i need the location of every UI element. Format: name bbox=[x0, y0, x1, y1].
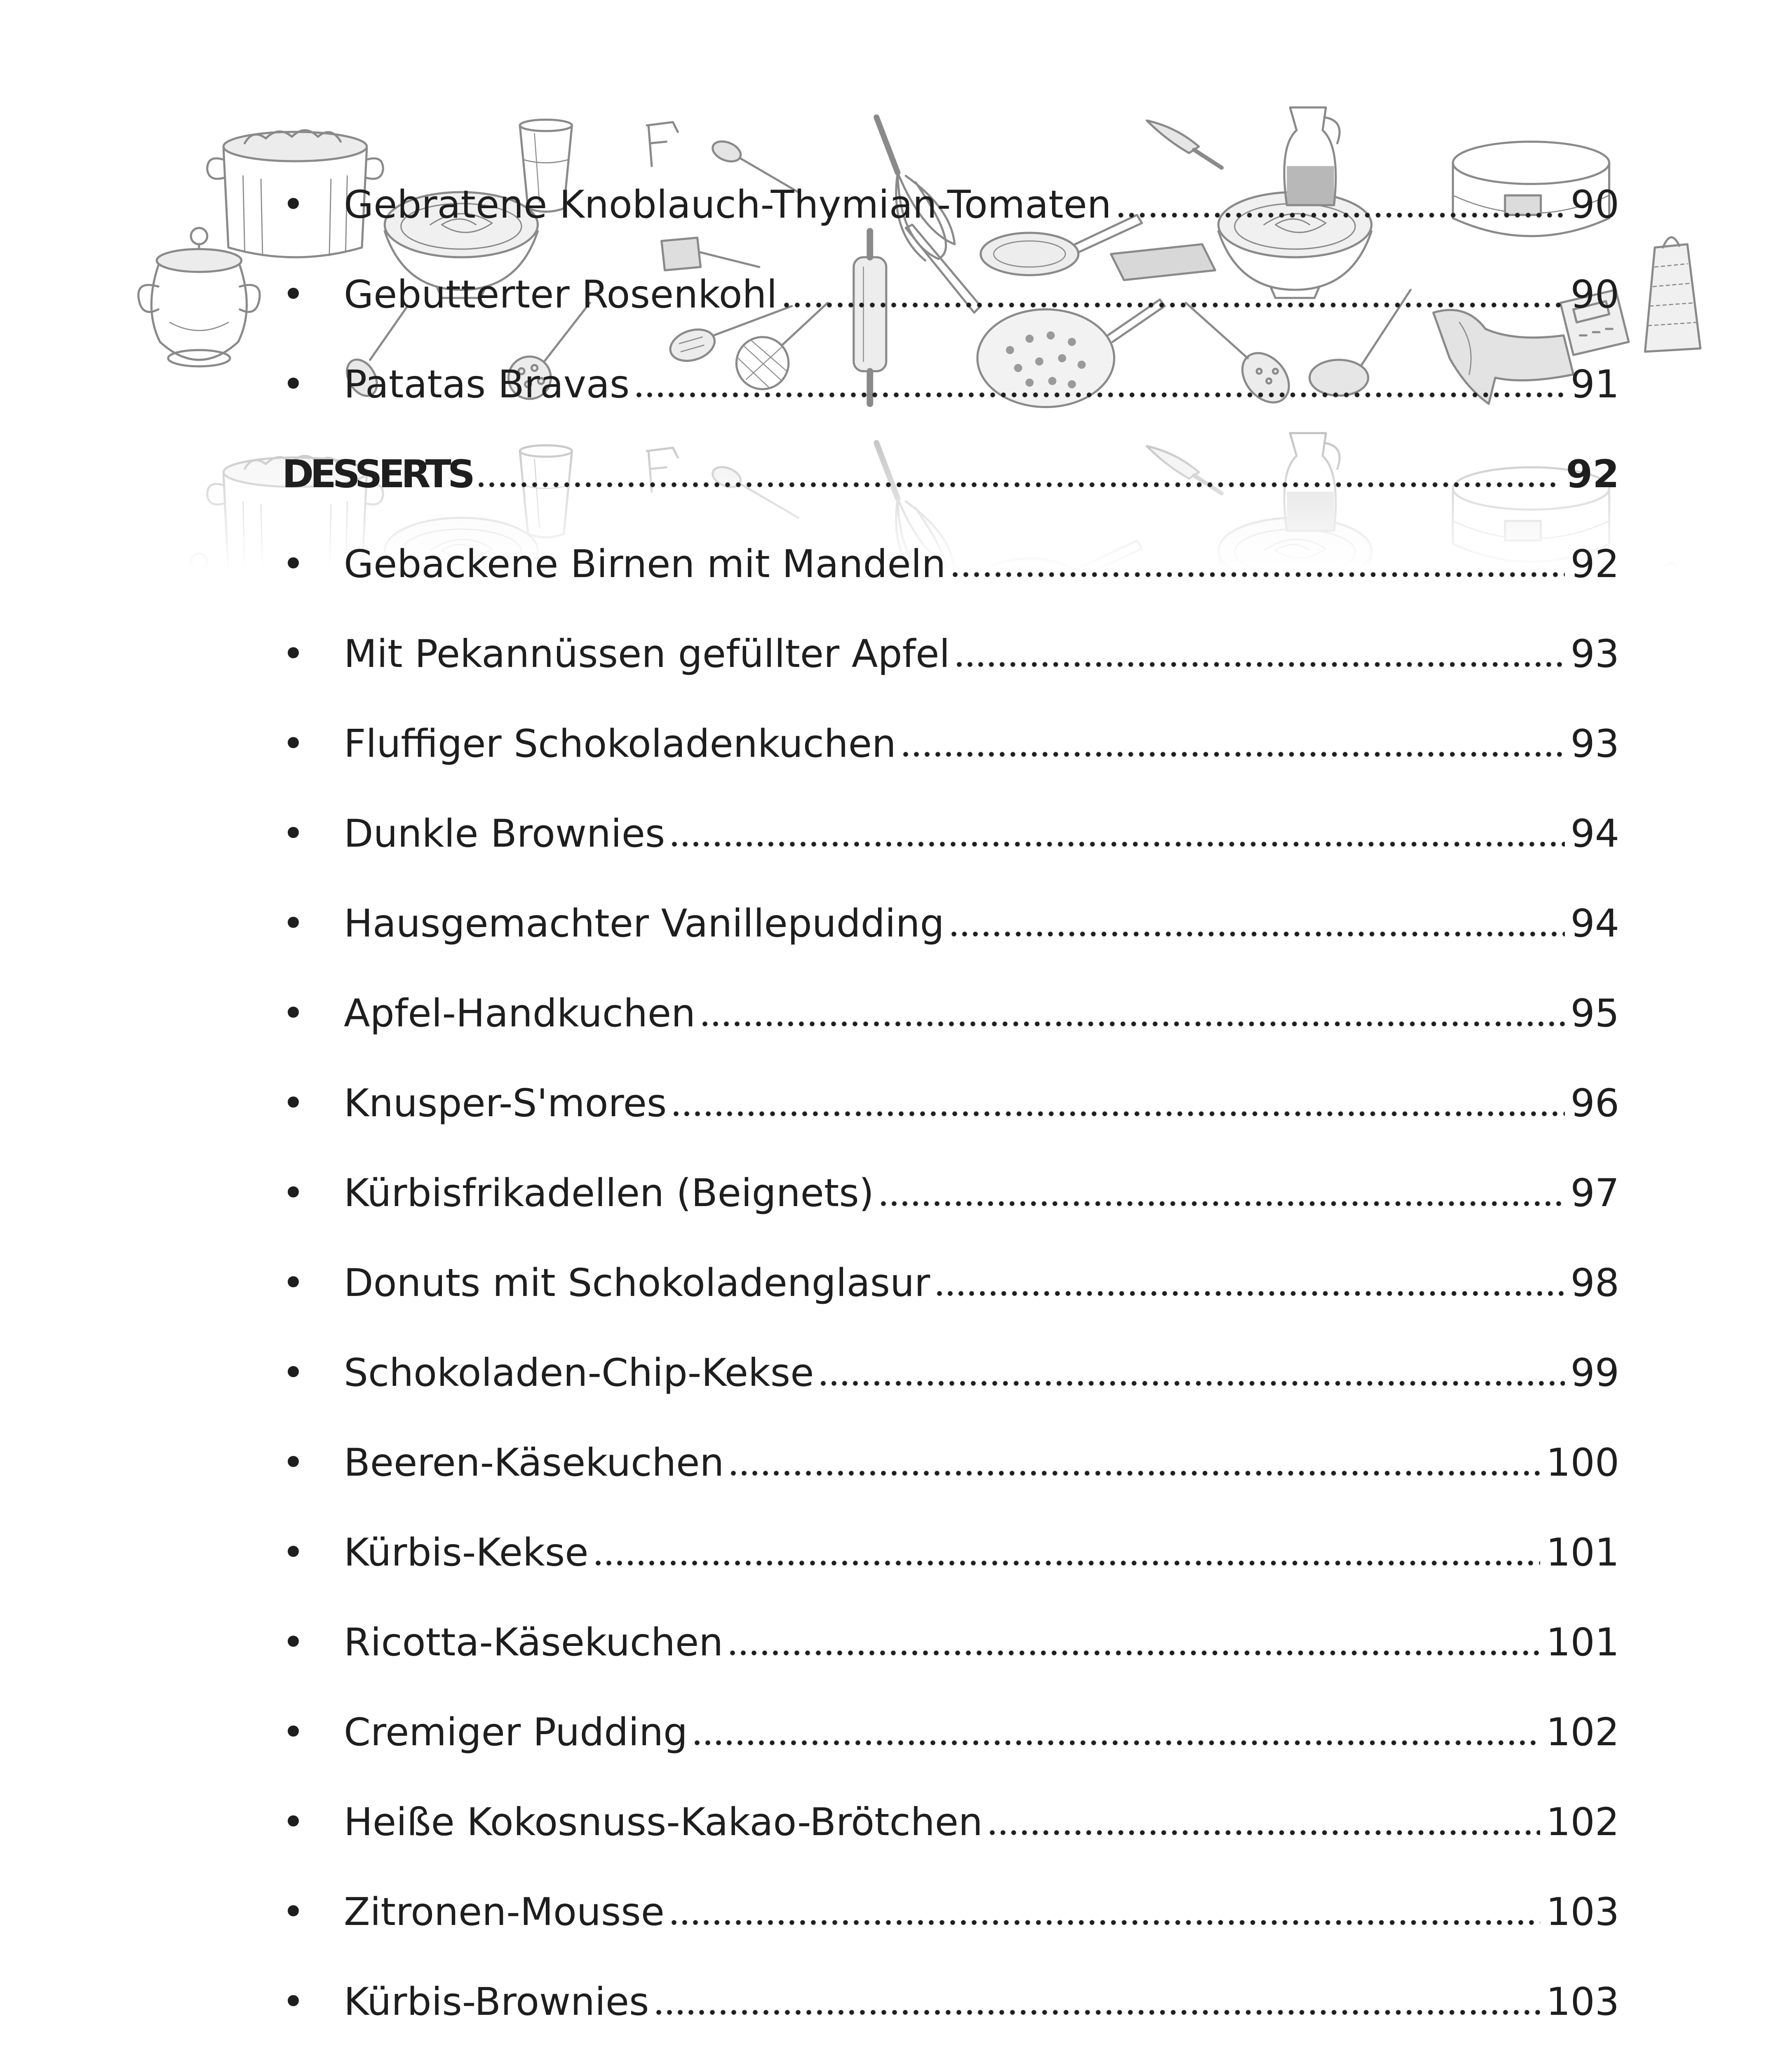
toc-entry-title: Dunkle Brownies bbox=[344, 811, 665, 856]
toc-entry-title: Ricotta-Käsekuchen bbox=[344, 1620, 723, 1664]
toc-entry bbox=[282, 1687, 1619, 1777]
toc-entry-title: Kürbis-Kekse bbox=[344, 1530, 589, 1575]
list-bullet-icon: • bbox=[282, 1261, 305, 1305]
toc-entry-title: Patatas Bravas bbox=[344, 362, 630, 406]
dot-leader bbox=[954, 609, 1564, 699]
toc-entry-title: Gebutterter Rosenkohl bbox=[344, 272, 777, 317]
toc-page-number: 92 bbox=[1566, 452, 1619, 496]
dot-leader bbox=[671, 1058, 1564, 1148]
toc-entry bbox=[282, 968, 1619, 1058]
toc-entry-title: Kürbis-Brownies bbox=[344, 1979, 649, 2024]
toc-entry-title: Donuts mit Schokoladenglasur bbox=[344, 1261, 930, 1305]
list-bullet-icon: • bbox=[282, 631, 305, 676]
toc-entry bbox=[282, 699, 1619, 789]
list-bullet-icon: • bbox=[282, 1979, 305, 2024]
toc-entry bbox=[282, 609, 1619, 699]
toc-entry-title: Kürbisfrikadellen (Beignets) bbox=[344, 1171, 874, 1215]
dot-leader bbox=[700, 968, 1565, 1058]
toc-page-number: 94 bbox=[1570, 901, 1619, 946]
toc-page-number: 102 bbox=[1546, 1800, 1619, 1844]
toc-page-number: 95 bbox=[1570, 991, 1619, 1035]
toc-page-number: 96 bbox=[1570, 1081, 1619, 1125]
list-bullet-icon: • bbox=[282, 1530, 305, 1575]
toc-entry bbox=[282, 160, 1619, 249]
toc-entry bbox=[282, 1507, 1619, 1597]
dot-leader bbox=[593, 1507, 1541, 1597]
toc-entry bbox=[282, 519, 1619, 609]
toc-entry-title: Fluffiger Schokoladenkuchen bbox=[344, 721, 896, 766]
list-bullet-icon: • bbox=[282, 272, 305, 317]
dot-leader bbox=[1116, 160, 1565, 249]
toc-page-number: 93 bbox=[1570, 721, 1619, 766]
dot-leader bbox=[900, 699, 1565, 789]
toc-entry-title: Mit Pekannüssen gefüllter Apfel bbox=[344, 631, 950, 676]
dot-leader bbox=[669, 789, 1564, 878]
toc-page-number: 90 bbox=[1570, 272, 1619, 317]
toc-page-number: 98 bbox=[1570, 1261, 1619, 1305]
toc-page-number: 97 bbox=[1570, 1171, 1619, 1215]
dot-leader bbox=[692, 1687, 1540, 1777]
list-bullet-icon: • bbox=[282, 991, 305, 1035]
dot-leader bbox=[950, 519, 1564, 609]
toc-entry bbox=[282, 1058, 1619, 1148]
toc-entry-title: Gebackene Birnen mit Mandeln bbox=[344, 542, 946, 586]
dot-leader bbox=[653, 1957, 1541, 2047]
list-bullet-icon: • bbox=[282, 1440, 305, 1485]
dot-leader bbox=[728, 1418, 1540, 1507]
toc-entry-title: Apfel-Handkuchen bbox=[344, 991, 696, 1035]
toc-entry bbox=[282, 1957, 1619, 2047]
list-bullet-icon: • bbox=[282, 1350, 305, 1395]
toc-page-number: 102 bbox=[1546, 1710, 1619, 1754]
toc-page-number: 100 bbox=[1546, 1440, 1619, 1485]
dot-leader bbox=[476, 429, 1560, 519]
dot-leader bbox=[949, 878, 1565, 968]
toc-page-number: 90 bbox=[1570, 182, 1619, 227]
list-bullet-icon: • bbox=[282, 811, 305, 856]
toc-page-number: 101 bbox=[1546, 1530, 1619, 1575]
list-bullet-icon: • bbox=[282, 1890, 305, 1934]
table-of-contents bbox=[282, 160, 1619, 2047]
toc-entry bbox=[282, 1238, 1619, 1328]
list-bullet-icon: • bbox=[282, 721, 305, 766]
dot-leader bbox=[878, 1148, 1565, 1238]
toc-entry bbox=[282, 1148, 1619, 1238]
dot-leader bbox=[987, 1777, 1541, 1867]
toc-entry-title: Beeren-Käsekuchen bbox=[344, 1440, 724, 1485]
toc-entry-title: Cremiger Pudding bbox=[344, 1710, 688, 1754]
list-bullet-icon: • bbox=[282, 542, 305, 586]
list-bullet-icon: • bbox=[282, 362, 305, 406]
toc-entry bbox=[282, 1867, 1619, 1957]
toc-page-number: 101 bbox=[1546, 1620, 1619, 1664]
toc-page-number: 93 bbox=[1570, 631, 1619, 676]
toc-page-number: 99 bbox=[1570, 1350, 1619, 1395]
toc-entry bbox=[282, 1777, 1619, 1867]
dot-leader bbox=[727, 1597, 1540, 1687]
list-bullet-icon: • bbox=[282, 1620, 305, 1664]
dot-leader bbox=[818, 1328, 1564, 1418]
dot-leader bbox=[781, 249, 1564, 339]
list-bullet-icon: • bbox=[282, 1081, 305, 1125]
toc-entry-title: Zitronen-Mousse bbox=[344, 1890, 665, 1934]
toc-entry bbox=[282, 1418, 1619, 1507]
toc-section-title: DESSERTS bbox=[282, 452, 472, 496]
toc-page-number: 103 bbox=[1546, 1890, 1619, 1934]
toc-page-number: 103 bbox=[1546, 1979, 1619, 2024]
dot-leader bbox=[934, 1238, 1564, 1328]
list-bullet-icon: • bbox=[282, 1710, 305, 1754]
toc-entry-title: Heiße Kokosnuss-Kakao-Brötchen bbox=[344, 1800, 983, 1844]
toc-entry bbox=[282, 249, 1619, 339]
toc-entry bbox=[282, 1597, 1619, 1687]
toc-entry bbox=[282, 789, 1619, 878]
list-bullet-icon: • bbox=[282, 182, 305, 227]
list-bullet-icon: • bbox=[282, 1800, 305, 1844]
toc-section-heading bbox=[282, 429, 1619, 519]
toc-entry bbox=[282, 878, 1619, 968]
toc-entry bbox=[282, 339, 1619, 429]
dot-leader bbox=[634, 339, 1564, 429]
toc-entry-title: Schokoladen-Chip-Kekse bbox=[344, 1350, 814, 1395]
toc-entry-title: Gebratene Knoblauch-Thymian-Tomaten bbox=[344, 182, 1111, 227]
toc-page-number: 94 bbox=[1570, 811, 1619, 856]
list-bullet-icon: • bbox=[282, 1171, 305, 1215]
toc-page-number: 92 bbox=[1570, 542, 1619, 586]
toc-entry bbox=[282, 1328, 1619, 1418]
toc-page-number: 91 bbox=[1570, 362, 1619, 406]
dot-leader bbox=[669, 1867, 1541, 1957]
list-bullet-icon: • bbox=[282, 901, 305, 946]
toc-entry-title: Hausgemachter Vanillepudding bbox=[344, 901, 944, 946]
toc-entry-title: Knusper-S'mores bbox=[344, 1081, 667, 1125]
